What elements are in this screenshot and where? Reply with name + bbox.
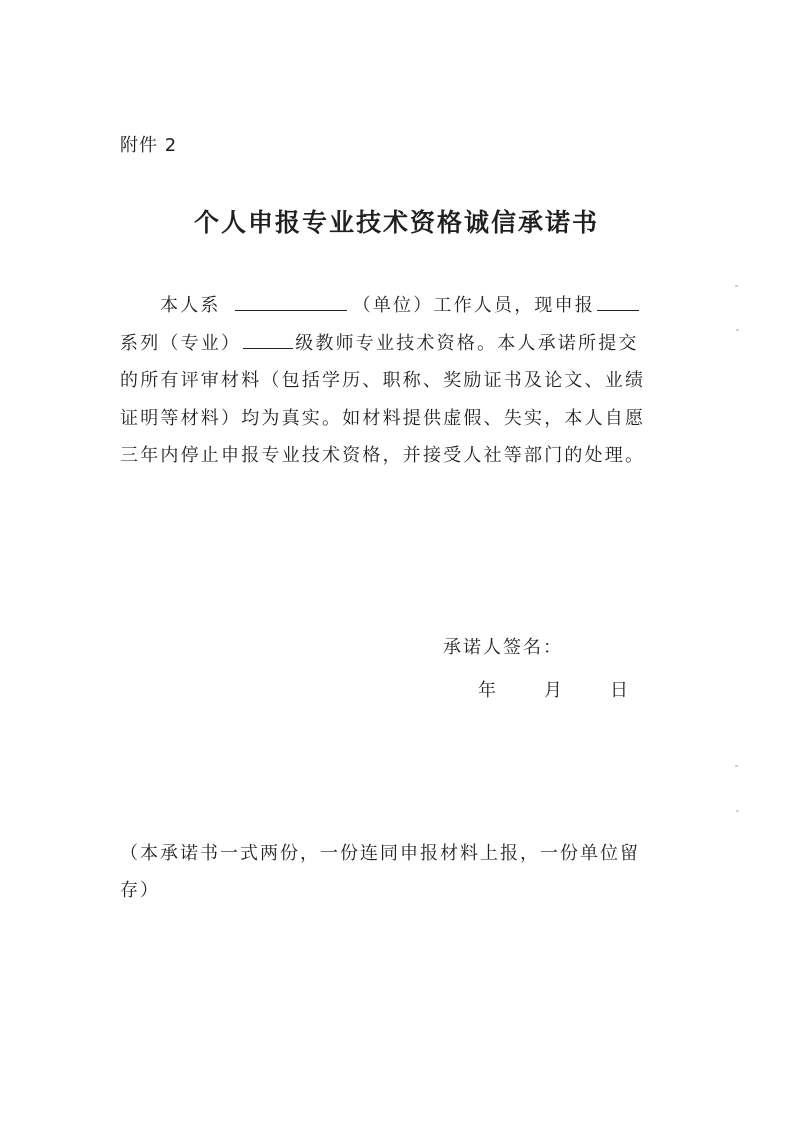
scan-speck bbox=[735, 765, 738, 767]
unit-blank bbox=[235, 292, 347, 311]
body-line-4: 证明等材料）均为真实。如材料提供虚假、失实，本人自愿 bbox=[120, 407, 646, 429]
scan-speck bbox=[736, 810, 739, 812]
signature-label: 承诺人签名： bbox=[443, 637, 563, 658]
body-line-5: 三年内停止申报专业技术资格，并接受人社等部门的处理。 bbox=[120, 445, 646, 466]
date-year: 年 bbox=[478, 680, 496, 701]
body-line-2-suffix: 级教师专业技术资格。本人承诺所提交 bbox=[295, 332, 639, 354]
level-blank bbox=[243, 330, 293, 349]
body-line-2 bbox=[120, 325, 668, 363]
date-line bbox=[478, 676, 628, 702]
pledge-body bbox=[120, 287, 668, 475]
document-title: 个人申报专业技术资格诚信承诺书 bbox=[193, 208, 599, 237]
date-day: 日 bbox=[610, 680, 628, 701]
series-blank bbox=[597, 292, 639, 311]
footnote-line-1: （本承诺书一式两份，一份连同申报材料上报，一份单位留 bbox=[120, 843, 640, 864]
body-line-3: 的所有评审材料（包括学历、职称、奖励证书及论文、业绩 bbox=[120, 370, 646, 391]
attachment-label: 附件 2 bbox=[120, 135, 178, 156]
body-line-1 bbox=[120, 287, 668, 325]
footnote bbox=[120, 835, 660, 909]
body-line-1-prefix: 本人系 bbox=[160, 295, 221, 316]
date-month: 月 bbox=[544, 680, 562, 701]
body-line-2-prefix: 系列（专业） bbox=[120, 332, 242, 354]
body-line-1-mid: （单位）工作人员，现申报 bbox=[352, 295, 596, 316]
footnote-line-2: 存） bbox=[120, 880, 160, 901]
scan-speck bbox=[736, 329, 739, 331]
scan-speck bbox=[735, 285, 738, 287]
